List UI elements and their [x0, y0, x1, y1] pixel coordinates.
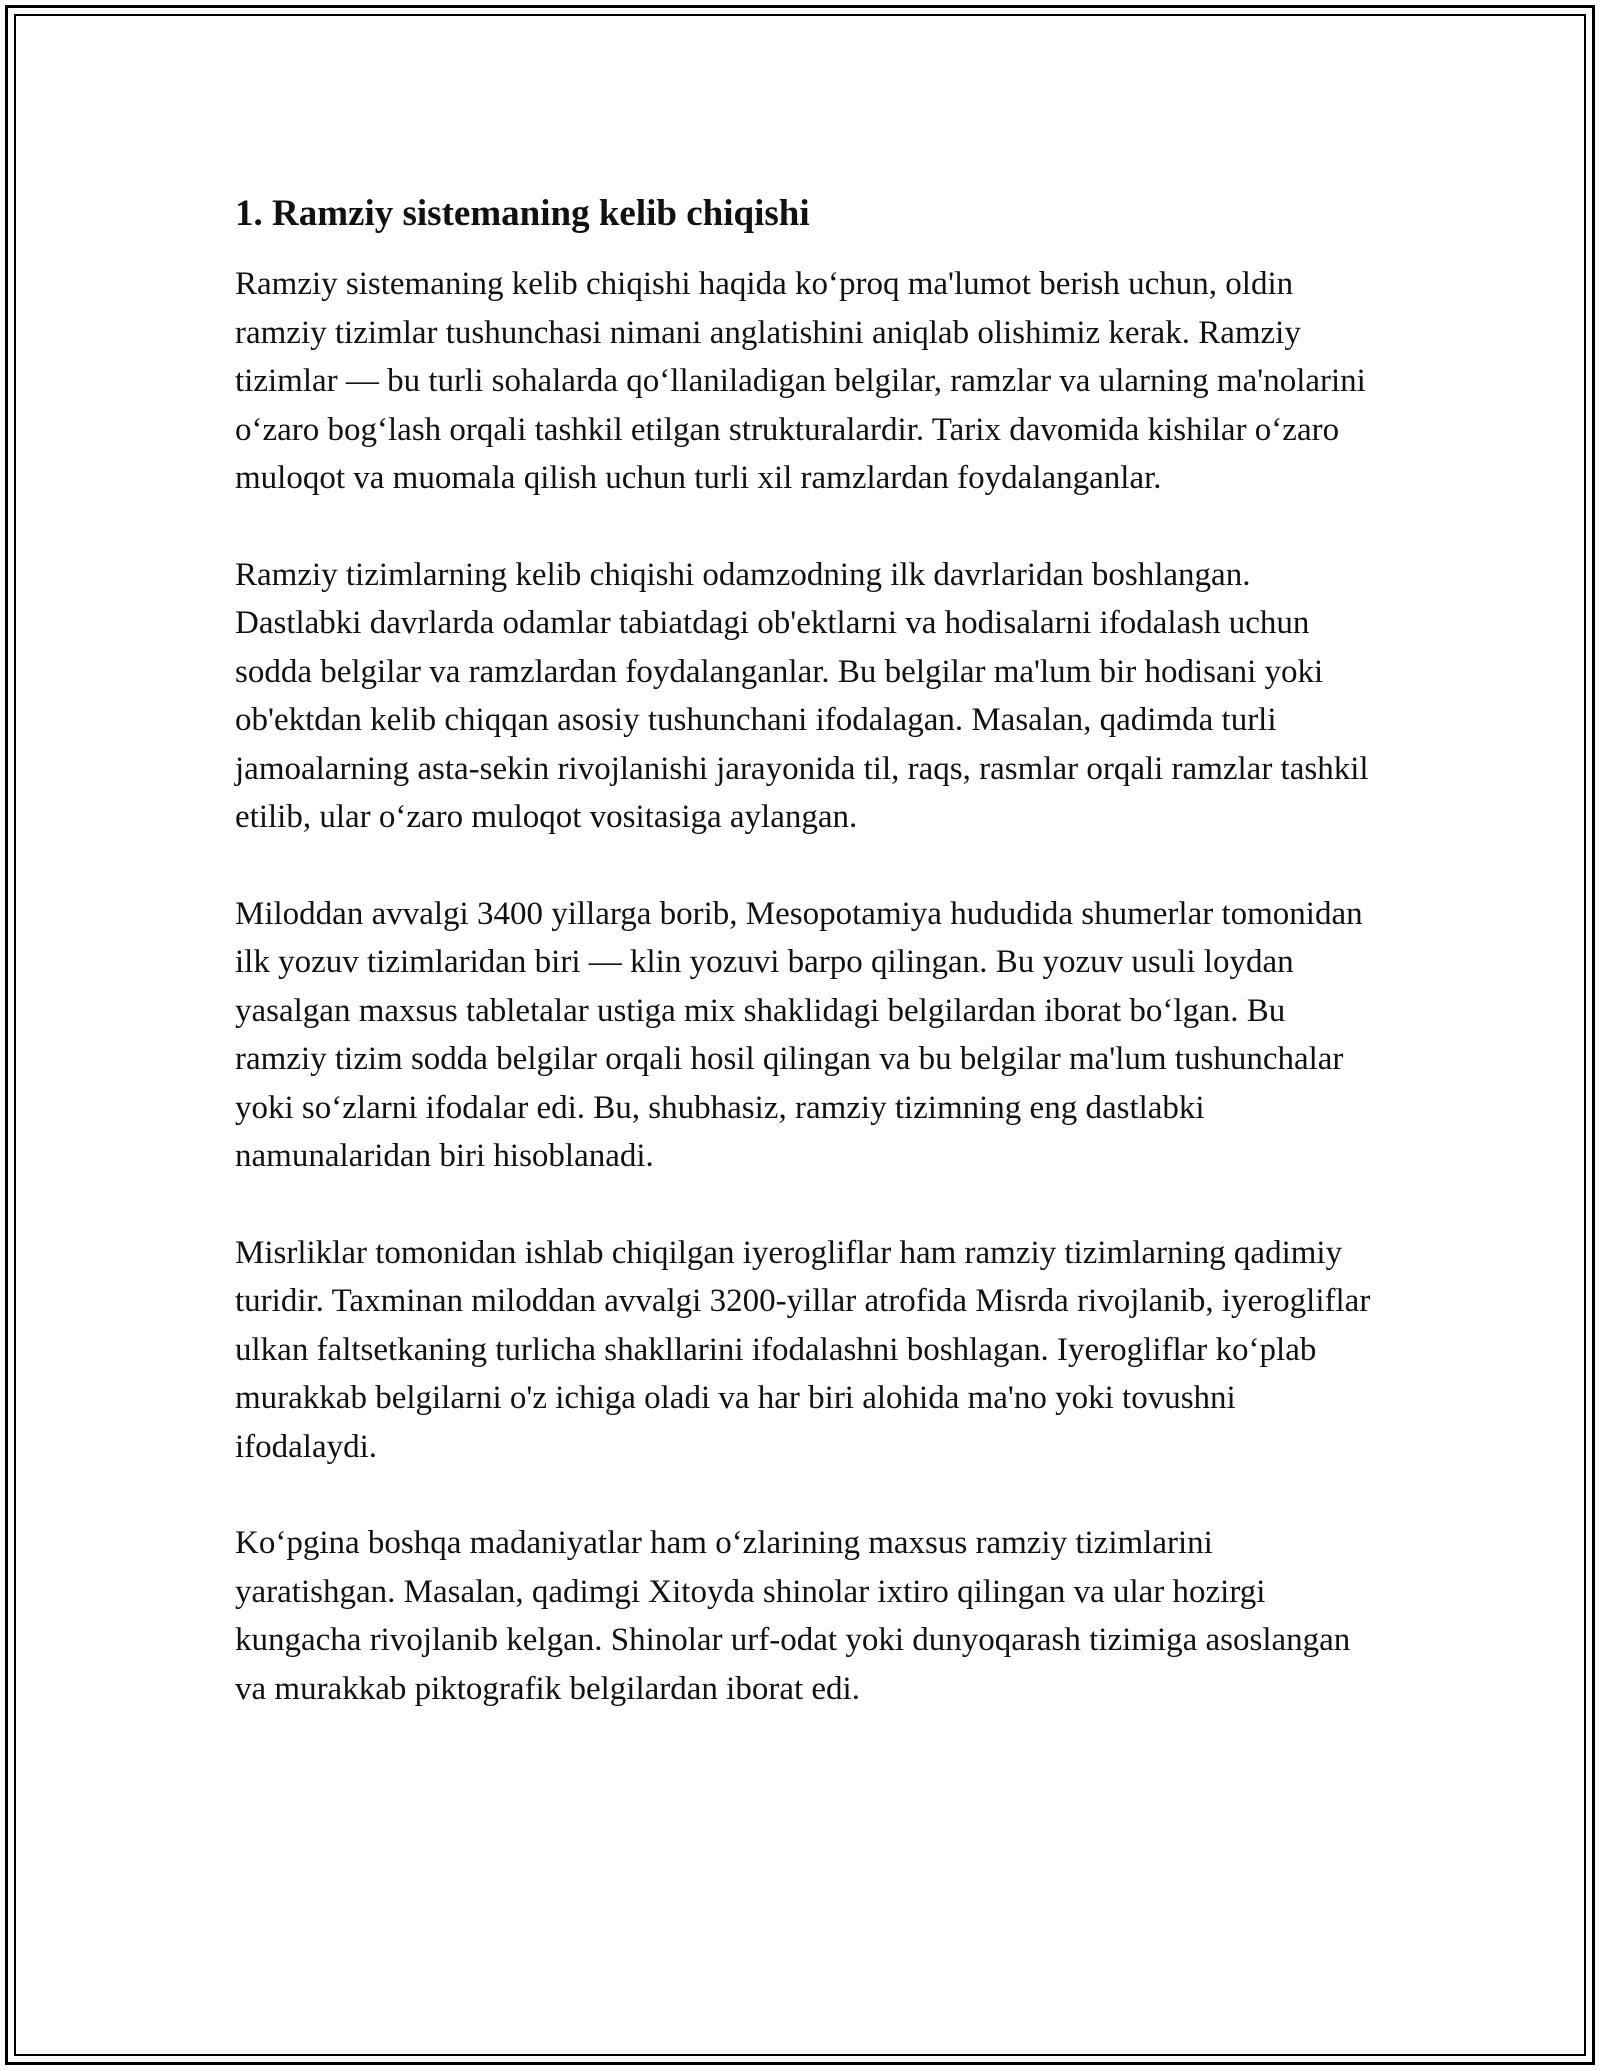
paragraph-3: Miloddan avvalgi 3400 yillarga borib, Mesopotamiya hududida shumerlar tomonidan ilk yozuv tizimlaridan biri — klin yozuvi barpo qilingan. Bu yozuv usuli loydan yasalgan maxsus tabletalar ustiga mix shaklidagi belgilardan iborat bo‘lgan. Bu ramziy tizim sodda belgilar orqali hosil qilingan va bu belgilar ma'lum tushunchalar yoki so‘zlarni ifodalar edi. Bu, shubhasiz, ramziy tizimning eng dastlabki namunalaridan biri hisoblanadi.	[235, 895, 1363, 1174]
paragraph-1: Ramziy sistemaning kelib chiqishi haqida ko‘proq ma'lumot berish uchun, oldin ramziy tizimlar tushunchasi nimani anglatishini aniqlab olishimiz kerak. Ramziy tizimlar — bu turli sohalarda qo‘llaniladigan belgilar, ramzlar va ularning ma'nolarini o‘zaro bog‘lash orqali tashkil etilgan strukturalardir. Tarix davomida kishilar o‘zaro muloqot va muomala qilish uchun turli xil ramzlardan foydalanganlar.	[235, 266, 1366, 496]
section-heading: 1. Ramziy sistemaning kelib chiqishi	[235, 193, 810, 234]
document-body	[235, 188, 1375, 1713]
paragraph-4: Misrliklar tomonidan ishlab chiqilgan iyerogliflar ham ramziy tizimlarning qadimiy turidir. Taxminan miloddan avvalgi 3200-yillar atrofida Misrda rivojlanib, iyerogliflar ulkan faltsetkaning turlicha shakllarini ifodalashni boshlagan. Iyerogliflar ko‘plab murakkab belgilarni o'z ichiga oladi va har biri alohida ma'no yoki tovushni ifodalaydi.	[235, 1234, 1371, 1465]
paragraph-2: Ramziy tizimlarning kelib chiqishi odamzodning ilk davrlaridan boshlangan. Dastlabki davrlarda odamlar tabiatdagi ob'ektlarni va hodisalarni ifodalash uchun sodda belgilar va ramzlardan foydalanganlar. Bu belgilar ma'lum bir hodisani yoki ob'ektdan kelib chiqqan asosiy tushunchani ifodalagan. Masalan, qadimda turli jamoalarning asta-sekin rivojlanishi jarayonida til, raqs, rasmlar orqali ramzlar tashkil etilib, ular o‘zaro muloqot vositasiga aylangan.	[235, 556, 1369, 835]
paragraph-5: Ko‘pgina boshqa madaniyatlar ham o‘zlarining maxsus ramziy tizimlarini yaratishgan. Masalan, qadimgi Xitoyda shinolar ixtiro qilingan va ular hozirgi kungacha rivojlanib kelgan. Shinolar urf-odat yoki dunyoqarash tizimiga asoslangan va murakkab piktografik belgilardan iborat edi.	[235, 1525, 1351, 1707]
